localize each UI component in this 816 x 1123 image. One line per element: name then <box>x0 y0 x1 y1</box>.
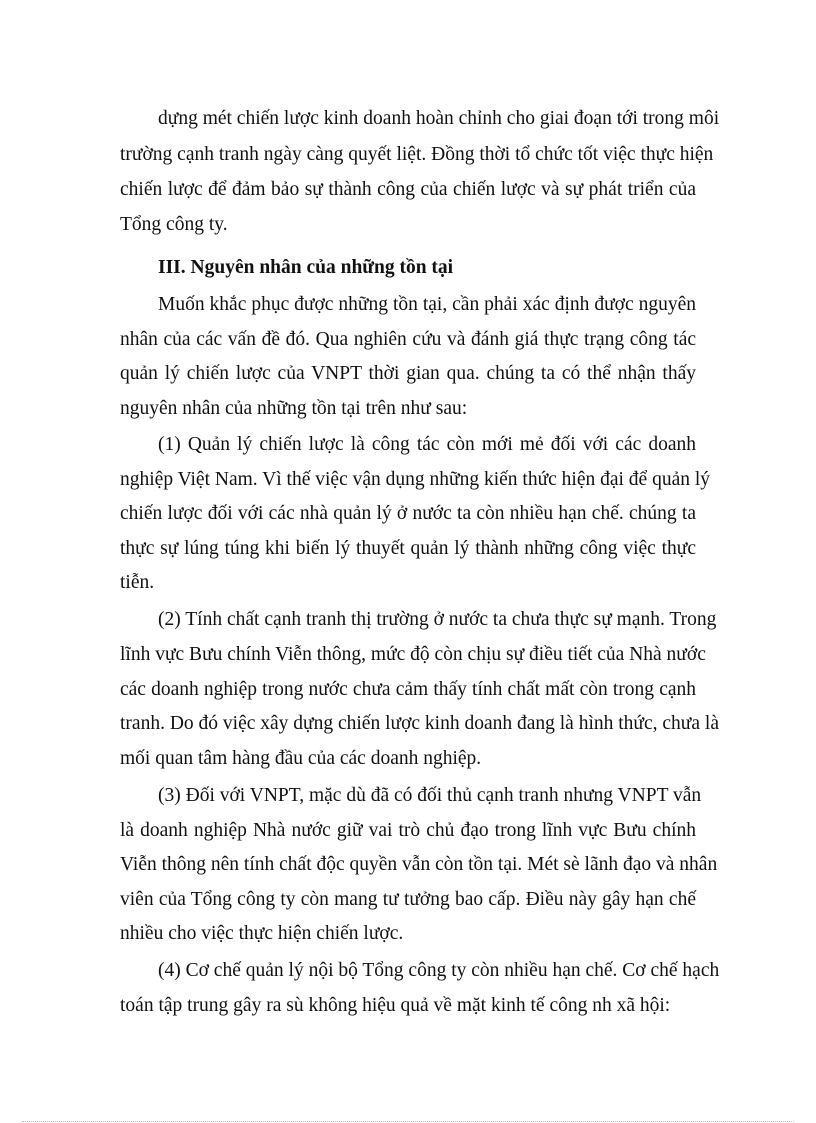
text-line: Muốn khắc phục được những tồn tại, cần phải xác định được nguyên <box>158 294 696 315</box>
section-heading: III. Nguyên nhân của những tồn tại <box>158 257 454 278</box>
text-line: trường cạnh tranh ngày càng quyết liệt. Đồng thời tổ chức tốt việc thực hiện <box>120 144 714 165</box>
text-line: mối quan tâm hàng đầu của các doanh nghiệp. <box>120 748 482 769</box>
text-line: nhân của các vấn đề đó. Qua nghiên cứu và đánh giá thực trạng công tác <box>120 329 696 350</box>
text-line: lĩnh vực Bưu chính Viễn thông, mức độ còn chịu sự điều tiết của Nhà nước <box>120 644 706 665</box>
text-line: (3) Đối với VNPT, mặc dù đã có đối thủ cạnh tranh nhưng VNPT vẫn <box>158 785 702 806</box>
text-line: nghiệp Việt Nam. Vì thế việc vận dụng những kiến thức hiện đại để quản lý <box>120 469 711 490</box>
text-line: quản lý chiến lược của VNPT thời gian qua. chúng ta có thể nhận thấy <box>120 363 696 384</box>
page-bottom-divider <box>22 1121 794 1122</box>
text-line: (2) Tính chất cạnh tranh thị trường ở nước ta chưa thực sự mạnh. Trong <box>158 609 717 630</box>
text-line: nguyên nhân của những tồn tại trên như sau: <box>120 398 468 419</box>
text-line: viên của Tổng công ty còn mang tư tưởng bao cấp. Điều này gây hạn chế <box>120 889 696 910</box>
text-line: thực sự lúng túng khi biến lý thuyết quản lý thành những công việc thực <box>120 538 696 559</box>
text-line: các doanh nghiệp trong nước chưa cảm thấy tính chất mất còn trong cạnh <box>120 679 696 700</box>
text-line: chiến lược đối với các nhà quản lý ở nước ta còn nhiều hạn chế. chúng ta <box>120 503 696 524</box>
text-line: tranh. Do đó việc xây dựng chiến lược kinh doanh đang là hình thức, chưa là <box>120 713 719 734</box>
text-line: Tổng công ty. <box>120 214 228 235</box>
text-line: chiến lược để đảm bảo sự thành công của chiến lược và sự phát triển của <box>120 179 696 200</box>
text-line: Viễn thông nên tính chất độc quyền vẫn còn tồn tại. Mét sè lãnh đạo và nhân <box>120 854 718 875</box>
text-line: toán tập trung gây ra sù không hiệu quả về mặt kinh tế công nh xã hội: <box>120 995 671 1016</box>
text-line: (1) Quản lý chiến lược là công tác còn mới mẻ đối với các doanh <box>158 434 696 455</box>
text-line: tiễn. <box>120 572 155 593</box>
text-line: dựng mét chiến lược kinh doanh hoàn chỉnh cho giai đoạn tới trong môi <box>158 108 720 129</box>
text-line: là doanh nghiệp Nhà nước giữ vai trò chủ đạo trong lĩnh vực Bưu chính <box>120 820 696 841</box>
text-line: (4) Cơ chế quản lý nội bộ Tổng công ty còn nhiều hạn chế. Cơ chế hạch <box>158 960 720 981</box>
text-line: nhiều cho việc thực hiện chiến lược. <box>120 923 404 944</box>
